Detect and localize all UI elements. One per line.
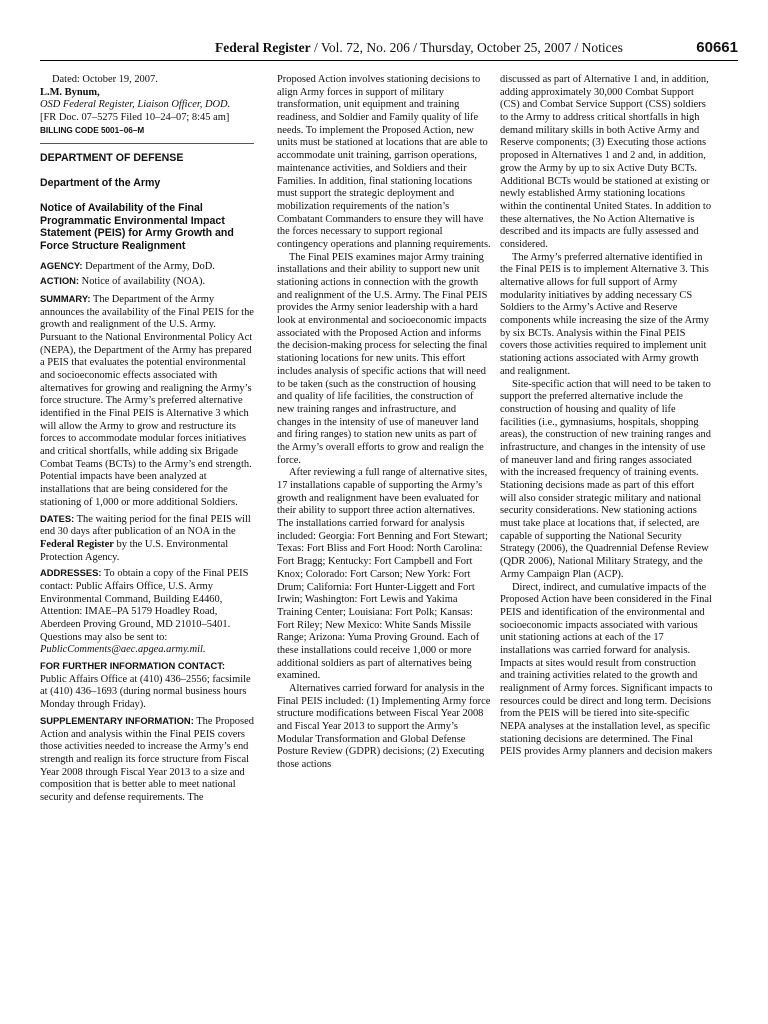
issue-details: / Vol. 72, No. 206 / Thursday, October 25, 2007 / Notices [313, 40, 623, 55]
subagency-heading: Department of the Army [40, 177, 161, 190]
column-3 [500, 74, 713, 759]
summary-paragraph [40, 293, 254, 510]
paragraph: After reviewing a full range of alternative sites, 17 installations capable of supporting the Army’s growth and realignment have been evaluated for their ability to support three action alternatives. The installations carried forward for analysis included: Georgia: Fort Benning and Fort Stewart; Texas: Fort Bliss and Fort Hood: North Carolina: Fort Bragg; Kentucky: Fort Campbell and Fort Knox; Colorado: Fort Carson; New York: Fort Drum; California: Fort Hunter-Liggett and Fort Irwin; Washington: Fort Lewis and Yakima Training Center; Louisiana: Fort Polk; Kansas: Fort Riley; New Mexico: White Sands Missile Range; Arizona: Yuma Proving Ground. Each of these installations could receive 1,000 or more additional soldiers as part of alternatives being examined. [277, 467, 488, 682]
publication-name: Federal Register [215, 40, 311, 55]
dates-label: DATES: [40, 512, 75, 524]
header-citation [215, 40, 623, 56]
action-label: ACTION: [40, 275, 80, 287]
dates-text-2: by the U.S. Environmental Protection Agency. [40, 538, 229, 563]
section-divider [40, 143, 254, 144]
summary-label: SUMMARY: [40, 292, 91, 304]
paragraph: Site-specific action that will need to be taken to support the preferred alternative include the construction of housing and quality of life facilities (i.e., gymnasiums, hospitals, shopping areas), the construction of new training ranges and infrastructure, and changes in the intensity of use of maneuver land and firing ranges associated with the increased frequency of training events. Stationing decisions made as part of this effort will also consider strategic military and national security considerations. New stationing actions must take place at locations that, if selected, are capable of supporting the National Security Strategy (2006), the Quadrennial Defense Review (QDR 2006), National Military Strategy, and the Army Campaign Plan (ACP). [500, 378, 711, 580]
contact-text: Public Affairs Office at (410) 436–2556; facsimile at (410) 436–1693 (during normal business hours Monday through Friday). [40, 673, 251, 711]
dated-line: Dated: October 19, 2007. [52, 74, 158, 85]
signer-name: L.M. Bynum, [40, 86, 100, 98]
dates-federal-register: Federal Register [40, 538, 114, 550]
fr-doc-line: [FR Doc. 07–5275 Filed 10–24–07; 8:45 am] [40, 112, 230, 124]
agency-label: AGENCY: [40, 260, 83, 272]
supplementary-text: The Proposed Action and analysis within the Final PEIS covers those activities needed to increase the Army’s end strength and realign its force structure from Fiscal Year 2008 through Fiscal Year 2013 to a size and composition that is better able to meet national security and defense requirements. The [40, 715, 254, 803]
paragraph: discussed as part of Alternative 1 and, in addition, adding approximately 30,000 Combat Support (CS) and Combat Service Support (CSS) soldiers to the Army to address critical shortfalls in high demand military skills in both Active Army and Reserve components; (3) Executing those actions proposed in Alternatives 1 and 2 and, in addition, grow the Army by up to six Active Duty BCTs. Additional BCTs would be stationed at existing or newly established Army stationing locations within the continental United States. In addition to these alternatives, the No Action Alternative is described and its impacts are fully assessed and considered. [500, 74, 712, 250]
action-line [40, 275, 254, 289]
column-1 [40, 74, 254, 805]
paragraph: Proposed Action involves stationing decisions to align Army forces in support of military transformation, unit equipment and training readiness, and Soldier and Family quality of life needs. To implement the Proposed Action, new units must be stationed at locations that are able to accommodate unit training, garrison operations, maintenance activities, and Soldiers and their Families. In addition, final stationing locations must support the strategic deployment and mobilization requirements of the nation’s Combatant Commanders to ensure they will have the forces necessary to support regional contingency operations and planning requirements. [277, 74, 491, 250]
contact-paragraph [40, 660, 254, 712]
addresses-text: To obtain a copy of the Final PEIS contact: Public Affairs Office, U.S. Army Environmental Command, Building E4460, Attention: IMAE–PA 5179 Hoadley Road, Aberdeen Proving Ground, MD 21010–5401. Questions may also be sent to: [40, 568, 249, 643]
billing-code: BILLING CODE 5001–06–M [40, 125, 145, 135]
paragraph: The Army’s preferred alternative identified in the Final PEIS is to implement Alternative 3. This alternative allows for full support of Army modularity initiatives by adding necessary CS Soldiers to the Army’s Active and Reserve components while increasing the size of the Army by six BCTs. Analysis within the Final PEIS covers those activities required to implement unit stationing actions associated with Army growth and realignment. [500, 251, 709, 377]
addresses-label: ADDRESSES: [40, 567, 102, 579]
agency-text: Department of the Army, DoD. [85, 261, 215, 273]
agency-line [40, 260, 254, 274]
action-text: Notice of availability (NOA). [81, 276, 206, 288]
dates-paragraph [40, 513, 254, 565]
supplementary-paragraph [40, 715, 254, 805]
paragraph: Alternatives carried forward for analysis in the Final PEIS included: (1) Implementing Army force structure modifications between Fiscal Year 2008 and Fiscal Year 2013 to support the Army’s Modular Transformation and Global Defense Posture Review (GDPR) decisions; (2) Executing those actions [277, 683, 491, 771]
dates-text-1: The waiting period for the final PEIS will end 30 days after publication of an NOA in the [40, 513, 251, 538]
summary-text: The Department of the Army announces the availability of the Final PEIS for the growth and realignment of the U.S. Army. Pursuant to the National Environmental Policy Act (NEPA), the Department of the Army has prepared a PEIS that evaluates the potential environmental and socioeconomic effects associated with alternatives for growing and realigning the Army’s force structure. The Army’s preferred alternative identified in the Final PEIS is Alternative 3 which will allow the Army to grow and restructure its forces to accommodate modular forces initiatives and critical shortfalls, while adding six Brigade Combat Teams (BCTs) to the Army’s end strength. Potential impacts have been analyzed at installations that are being considered for the stationing of 1,000 or more additional Soldiers. [40, 293, 254, 508]
running-header [40, 40, 738, 61]
department-heading: DEPARTMENT OF DEFENSE [40, 152, 184, 165]
notice-title: Notice of Availability of the Final Programmatic Environmental Impact Statement (PEIS) for Army Growth and Force Structure Realignment [40, 202, 234, 252]
signer-title: OSD Federal Register, Liaison Officer, DOD. [40, 99, 231, 111]
paragraph: The Final PEIS examines major Army training installations and their ability to support new unit stationing actions in connection with the growth and realignment of the U.S. Army. The Final PEIS provides the Army senior leadership with a hard look at environmental and socioeconomic impacts associated with the Proposed Action and informs the decision-making process for selecting the final stationing locations for new units. This effort includes analysis of specific actions that will need to be taken (such as the construction of housing and quality of life facilities, the construction of new training ranges and infrastructure, and changes in the intensity of use of maneuver land and firing ranges) to station new units as part of the Army’s overall efforts to grow and realign the force. [277, 251, 488, 466]
addresses-paragraph [40, 567, 254, 657]
contact-label: FOR FURTHER INFORMATION CONTACT: [40, 660, 226, 672]
paragraph: Direct, indirect, and cumulative impacts of the Proposed Action have been considered in the Final PEIS and identification of the environmental and socioeconomic impacts associated with various unit stationing actions at each of the 17 installations was carried forward for analysis. Impacts at sites would result from construction and training activities related to the growth and realignment of Army forces. Significant impacts to resources could be direct and long term. Decisions from the PEIS will be tiered into site-specific NEPA analyses at the installation level, as specific stationing decisions are determined. The Final PEIS provides Army planners and decision makers [500, 581, 713, 758]
page-number: 60661 [696, 39, 738, 56]
contact-email-link[interactable]: PublicComments@aec.apgea.army.mil. [40, 644, 206, 656]
column-2 [277, 74, 491, 772]
supplementary-label: SUPPLEMENTARY INFORMATION: [40, 714, 194, 726]
